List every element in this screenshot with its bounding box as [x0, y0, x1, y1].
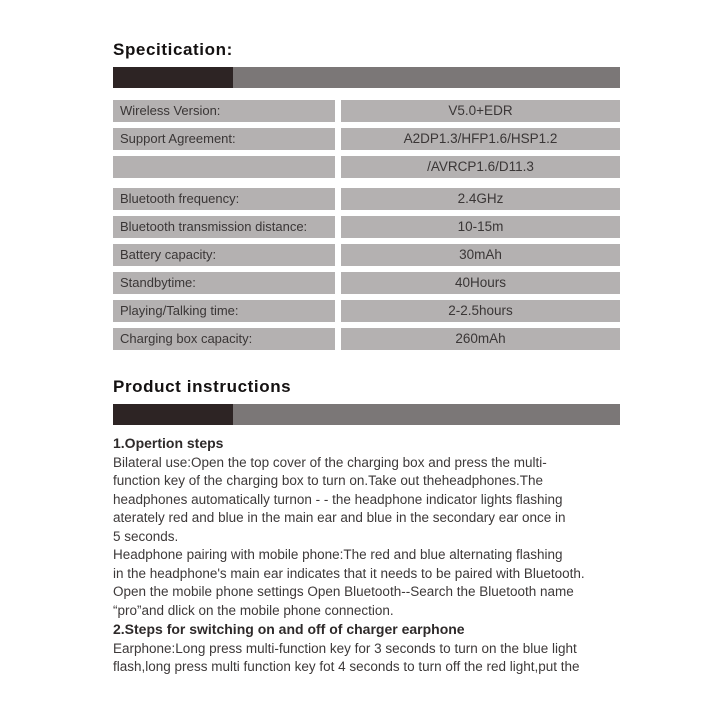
- instruction-line: Open the mobile phone settings Open Bluetooth--Search the Bluetooth name: [113, 584, 574, 599]
- switching-steps-title: 2.Steps for switching on and off of charger earphone: [113, 621, 465, 637]
- divider-bar-gray-segment: [233, 404, 620, 425]
- spec-table: [113, 100, 620, 350]
- spec-row-standby-time: [113, 272, 620, 294]
- spec-label: Battery capacity:: [113, 244, 335, 266]
- instruction-line: function key of the charging box to turn on.Take out theheadphones.The: [113, 473, 544, 488]
- spec-value: 260mAh: [341, 328, 620, 350]
- spec-row-transmission-distance: [113, 216, 620, 238]
- spec-value: V5.0+EDR: [341, 100, 620, 122]
- spec-value: 10-15m: [341, 216, 620, 238]
- spec-row-battery-capacity: [113, 244, 620, 266]
- instruction-line: 5 seconds.: [113, 528, 179, 544]
- page-content: [113, 40, 620, 677]
- spec-value: 2-2.5hours: [341, 300, 620, 322]
- spec-row-support-agreement-continued: [113, 156, 620, 178]
- instruction-line: “pro”and dlick on the mobile phone connection.: [113, 602, 394, 618]
- divider-bar-gray-segment: [233, 67, 620, 88]
- spec-label: Support Agreement:: [113, 128, 335, 150]
- spec-value: 40Hours: [341, 272, 620, 294]
- instruction-line: Earphone:Long press multi-function key for 3 seconds to turn on the blue light: [113, 640, 577, 656]
- spec-label: Bluetooth frequency:: [113, 188, 335, 210]
- instruction-line: Bilateral use:Open the top cover of the charging box and press the multi-: [113, 454, 547, 470]
- instruction-line: flash,long press multi function key fot 4 seconds to turn off the red light,put the: [113, 659, 580, 674]
- spec-value: /AVRCP1.6/D11.3: [341, 156, 620, 178]
- spec-value: A2DP1.3/HFP1.6/HSP1.2: [341, 128, 620, 150]
- instruction-line: aterately red and blue in the main ear and blue in the secondary ear once in: [113, 510, 566, 525]
- spec-row-support-agreement: [113, 128, 620, 150]
- spec-row-wireless-version: [113, 100, 620, 122]
- instruction-line: Headphone pairing with mobile phone:The red and blue alternating flashing: [113, 547, 563, 562]
- divider-bar-dark-segment: [113, 404, 233, 425]
- spec-row-playing-talking-time: [113, 300, 620, 322]
- spec-divider-bar: [113, 67, 620, 88]
- divider-bar-dark-segment: [113, 67, 233, 88]
- operation-steps-title: 1.Opertion steps: [113, 435, 224, 451]
- instruction-line: in the headphone's main ear indicates that it needs to be paired with Bluetooth.: [113, 565, 585, 581]
- spec-label: Charging box capacity:: [113, 328, 335, 350]
- spec-label: Standbytime:: [113, 272, 335, 294]
- instructions-divider-bar: [113, 404, 620, 425]
- instructions-body: [113, 434, 620, 677]
- instructions-heading: Product instructions: [113, 377, 292, 396]
- spec-value: 2.4GHz: [341, 188, 620, 210]
- instruction-line: headphones automatically turnon - - the headphone indicator lights flashing: [113, 491, 563, 507]
- spec-row-charging-box-capacity: [113, 328, 620, 350]
- spec-label: Playing/Talking time:: [113, 300, 335, 322]
- spec-label: Wireless Version:: [113, 100, 335, 122]
- spec-value: 30mAh: [341, 244, 620, 266]
- spec-label: Bluetooth transmission distance:: [113, 216, 335, 238]
- spec-heading: Specitication:: [113, 40, 233, 59]
- spec-label-empty: [113, 156, 335, 178]
- spec-row-bluetooth-frequency: [113, 188, 620, 210]
